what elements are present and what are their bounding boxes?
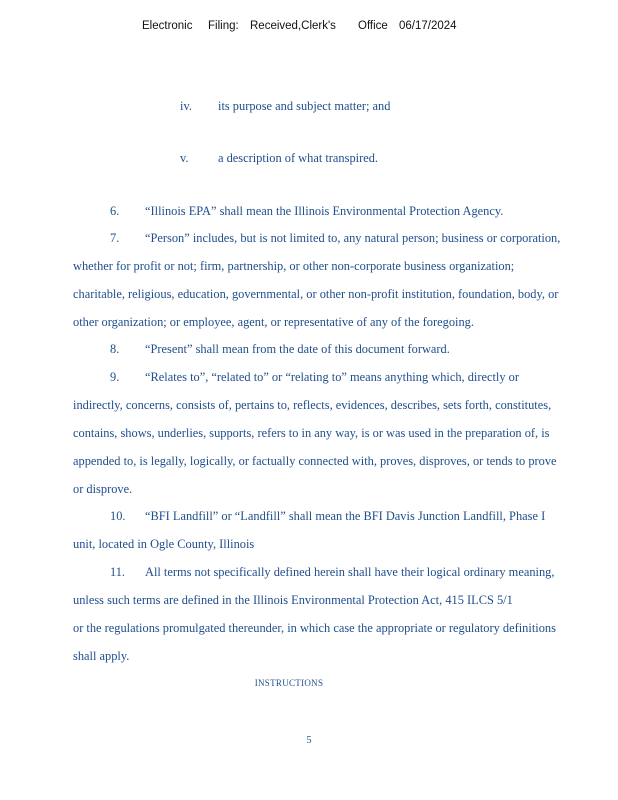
- paragraph-number: 6.: [110, 204, 120, 218]
- paragraph-number: 11.: [110, 565, 126, 579]
- stamp-received: Received,Clerk's: [250, 20, 336, 32]
- subitem-number: v.: [180, 151, 189, 165]
- definition-line: All terms not specifically defined herein shall have their logical ordinary meaning,: [145, 565, 555, 579]
- definition-line: “BFI Landfill” or “Landfill” shall mean the BFI Davis Junction Landfill, Phase I: [145, 509, 546, 523]
- definition-line: shall apply.: [73, 649, 130, 663]
- section-heading: INSTRUCTIONS: [254, 678, 324, 688]
- definition-line: unless such terms are defined in the Illinois Environmental Protection Act, 415 ILCS 5/1: [73, 593, 513, 607]
- subitem-text: a description of what transpired.: [218, 151, 378, 165]
- subitem-text: its purpose and subject matter; and: [218, 99, 391, 113]
- paragraph-number: 7.: [110, 231, 120, 245]
- definition-line: “Illinois EPA” shall mean the Illinois Environmental Protection Agency.: [145, 204, 504, 218]
- stamp-electronic: Electronic: [142, 20, 193, 32]
- paragraph-number: 10.: [110, 509, 126, 523]
- stamp-office: Office: [358, 20, 388, 32]
- page-number: 5: [306, 735, 312, 746]
- paragraph-number: 8.: [110, 342, 120, 356]
- definition-line: or the regulations promulgated thereunder, in which case the appropriate or regulatory definitions: [73, 621, 556, 635]
- definition-line: “Relates to”, “related to” or “relating to” means anything which, directly or: [145, 370, 519, 384]
- definition-line: “Present” shall mean from the date of this document forward.: [145, 342, 450, 356]
- definition-line: “Person” includes, but is not limited to, any natural person; business or corporation,: [145, 231, 561, 245]
- definition-line: charitable, religious, education, governmental, or other non-profit institution, foundation, body, or: [73, 287, 559, 301]
- definition-line: indirectly, concerns, consists of, pertains to, reflects, evidences, describes, sets forth, constitutes,: [73, 398, 552, 412]
- definition-line: whether for profit or not; firm, partnership, or other non-corporate business organization;: [73, 259, 515, 273]
- definition-line: unit, located in Ogle County, Illinois: [73, 537, 255, 551]
- definition-line: or disprove.: [73, 482, 133, 496]
- definition-line: contains, shows, underlies, supports, refers to in any way, is or was used in the preparation of, is: [73, 426, 550, 440]
- stamp-date: 06/17/2024: [399, 20, 457, 32]
- stamp-filing: Filing:: [208, 20, 239, 32]
- definition-line: appended to, is legally, logically, or factually connected with, proves, disproves, or tends to prove: [73, 454, 557, 468]
- paragraph-number: 9.: [110, 370, 120, 384]
- subitem-number: iv.: [180, 99, 192, 113]
- definition-line: other organization; or employee, agent, or representative of any of the foregoing.: [73, 315, 474, 329]
